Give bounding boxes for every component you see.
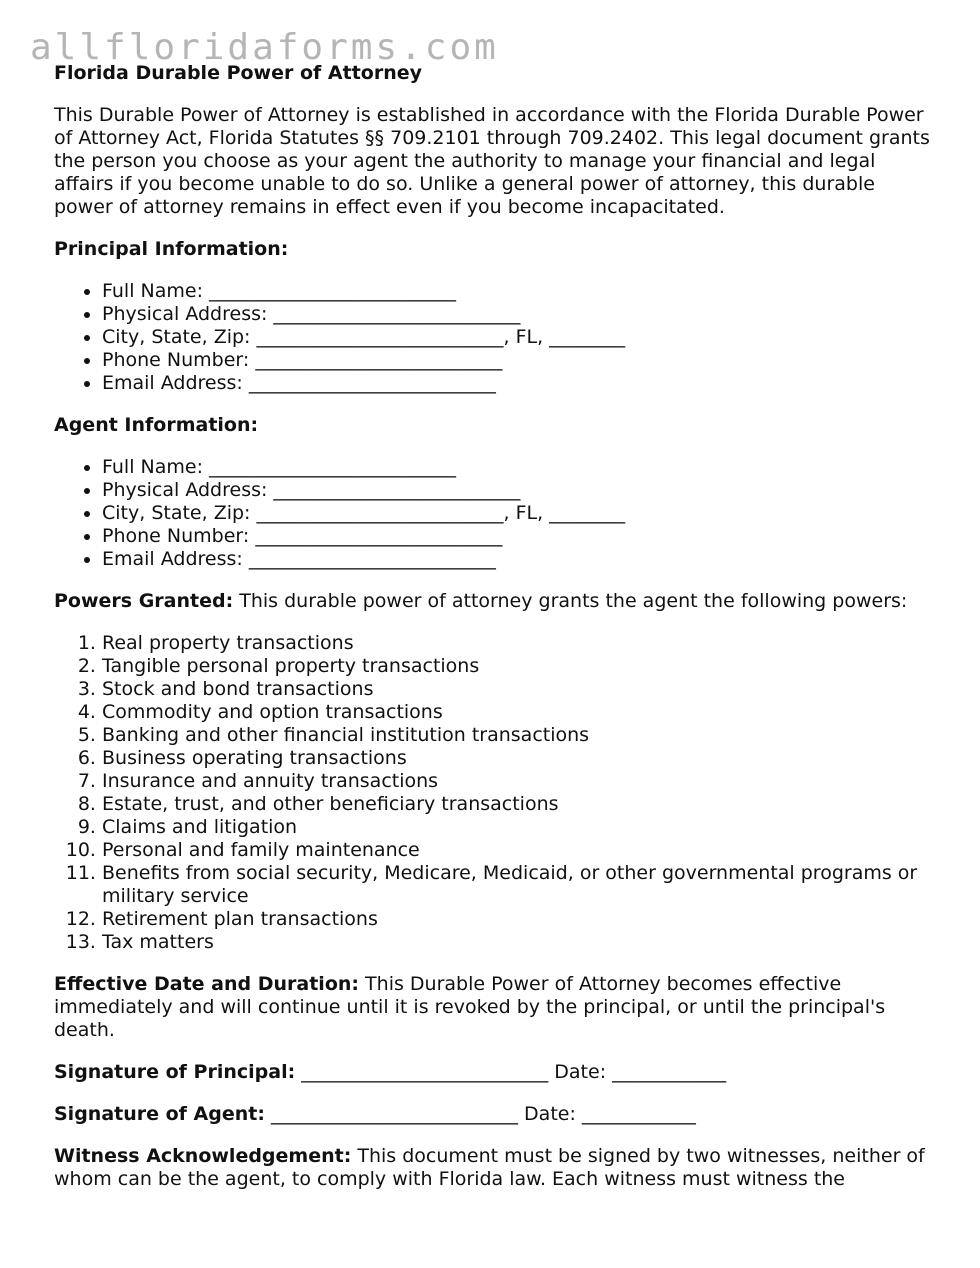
- power-item: 3. Stock and bond transactions: [102, 678, 934, 701]
- power-item: 1. Real property transactions: [102, 632, 934, 655]
- power-item: 5. Banking and other financial institution transactions: [102, 724, 934, 747]
- agent-city-state-zip: • City, State, Zip: __________________________, FL, ________: [102, 502, 934, 525]
- power-item: 9. Claims and litigation: [102, 816, 934, 839]
- document-title: Florida Durable Power of Attorney: [54, 62, 422, 84]
- power-item: 4. Commodity and option transactions: [102, 701, 934, 724]
- signature-principal-blank: __________________________ Date: ____________: [295, 1061, 727, 1083]
- signature-agent-blank: __________________________ Date: ____________: [264, 1103, 696, 1125]
- principal-fields: [54, 280, 934, 395]
- watermark: allfloridaforms.com: [30, 27, 499, 68]
- principal-full-name: • Full Name: __________________________: [102, 280, 934, 303]
- power-item: 12. Retirement plan transactions: [102, 908, 934, 931]
- principal-physical-address: • Physical Address: __________________________: [102, 303, 934, 326]
- power-item: 2. Tangible personal property transactions: [102, 655, 934, 678]
- effective-text: This Durable Power of Attorney becomes effective immediately and will continue until it is revoked by the principal, or until the principal's death.: [54, 973, 886, 1041]
- agent-heading: Agent Information:: [54, 414, 259, 436]
- power-item: 11. Benefits from social security, Medicare, Medicaid, or other governmental programs or military service: [102, 862, 934, 908]
- power-item: 8. Estate, trust, and other beneficiary transactions: [102, 793, 934, 816]
- power-item: 6. Business operating transactions: [102, 747, 934, 770]
- principal-phone-number: • Phone Number: __________________________: [102, 349, 934, 372]
- effective-lead: Effective Date and Duration:: [54, 973, 360, 995]
- effective-paragraph: [54, 973, 934, 1042]
- document-body: [54, 62, 934, 1210]
- powers-list: [54, 632, 934, 954]
- powers-text: This durable power of attorney grants the agent the following powers:: [233, 590, 908, 612]
- signature-agent-label: Signature of Agent:: [54, 1103, 265, 1125]
- agent-email-address: • Email Address: __________________________: [102, 548, 934, 571]
- signature-principal-line: [54, 1061, 934, 1084]
- power-item: 10. Personal and family maintenance: [102, 839, 934, 862]
- powers-intro: [54, 590, 934, 613]
- principal-email-address: • Email Address: __________________________: [102, 372, 934, 395]
- powers-lead: Powers Granted:: [54, 590, 234, 612]
- witness-paragraph: [54, 1145, 934, 1191]
- intro-paragraph: This Durable Power of Attorney is established in accordance with the Florida Durable Power of Attorney Act, Florida Statutes §§ 709.2101 through 709.2402. This legal document grants the person you choose as your agent the authority to manage your financial and legal affairs if you become unable to do so. Unlike a general power of attorney, this durable power of attorney remains in effect even if you become incapacitated.: [54, 104, 930, 218]
- signature-principal-label: Signature of Principal:: [54, 1061, 296, 1083]
- witness-text: This document must be signed by two witnesses, neither of whom can be the agent, to comply with Florida law. Each witness must witness the: [54, 1145, 925, 1190]
- signature-agent-line: [54, 1103, 934, 1126]
- principal-city-state-zip: • City, State, Zip: __________________________, FL, ________: [102, 326, 934, 349]
- power-item: 7. Insurance and annuity transactions: [102, 770, 934, 793]
- agent-phone-number: • Phone Number: __________________________: [102, 525, 934, 548]
- power-item: 13. Tax matters: [102, 931, 934, 954]
- agent-physical-address: • Physical Address: __________________________: [102, 479, 934, 502]
- agent-fields: [54, 456, 934, 571]
- agent-full-name: • Full Name: __________________________: [102, 456, 934, 479]
- witness-lead: Witness Acknowledgement:: [54, 1145, 352, 1167]
- principal-heading: Principal Information:: [54, 238, 289, 260]
